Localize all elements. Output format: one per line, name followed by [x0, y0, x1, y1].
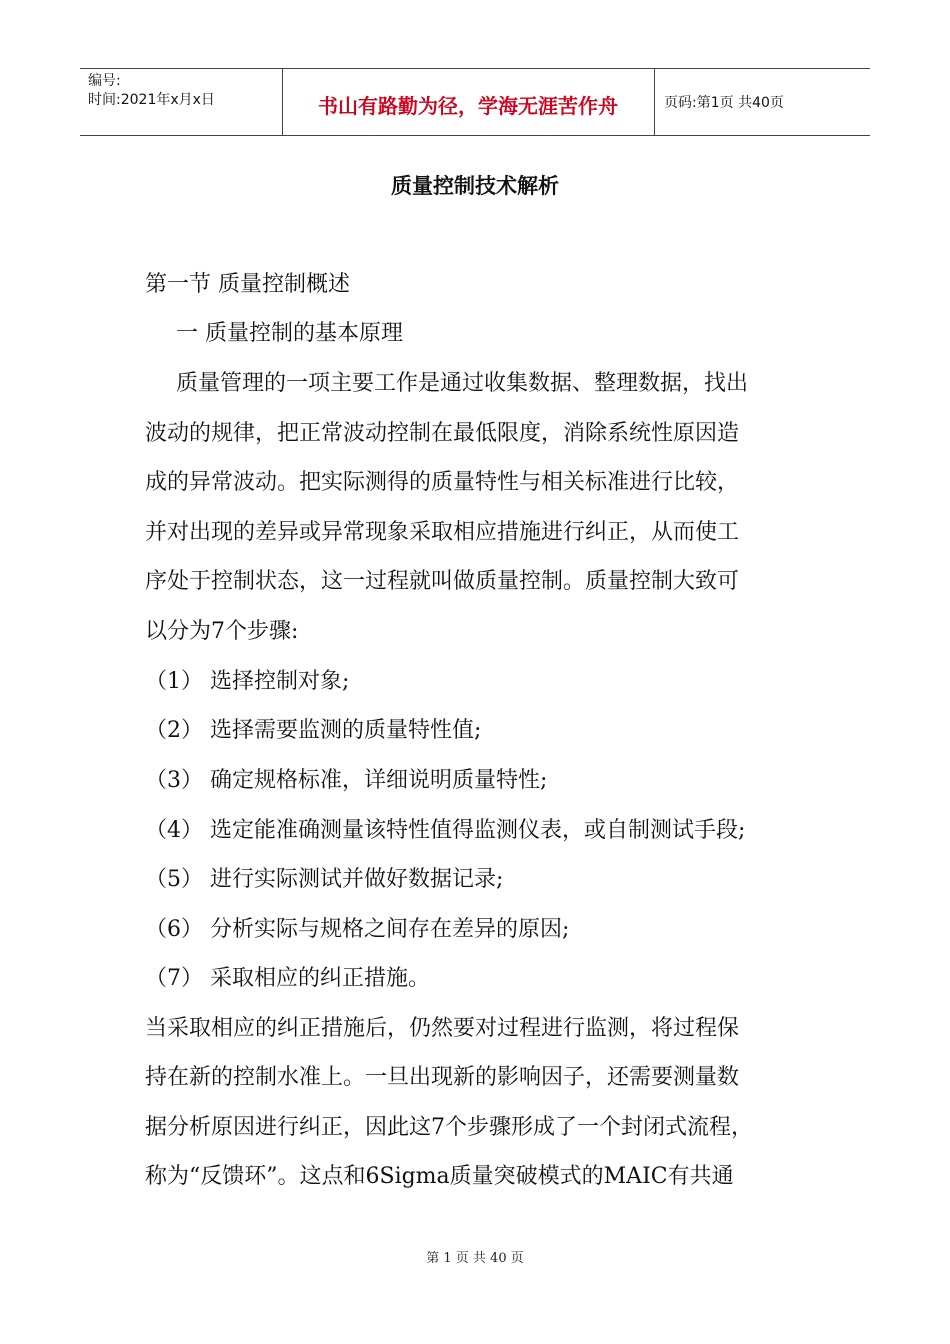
- header-number-label: 编号:: [88, 73, 121, 89]
- list-item: （3） 确定规格标准，详细说明质量特性;: [145, 768, 548, 793]
- paragraph-line: 以分为7个步骤:: [145, 619, 299, 644]
- header-time-label: 时间:2021年x月x日: [88, 92, 215, 108]
- list-item: （4） 选定能准确测量该特性值得监测仪表，或自制测试手段;: [145, 818, 746, 843]
- paragraph-line: 持在新的控制水准上。一旦出现新的影响因子，还需要测量数: [145, 1065, 740, 1090]
- header-meta: [88, 72, 215, 110]
- list-item: （2） 选择需要监测的质量特性值;: [145, 718, 482, 743]
- document-title: 质量控制技术解析: [391, 174, 559, 198]
- list-item: （6） 分析实际与规格之间存在差异的原因;: [145, 917, 570, 942]
- list-item: （5） 进行实际测试并做好数据记录;: [145, 867, 504, 892]
- header-motto: 书山有路勤为径，学海无涯苦作舟: [318, 94, 618, 118]
- page-footer: 第 1 页 共 40 页: [426, 1251, 524, 1266]
- list-item: （1） 选择控制对象;: [145, 669, 350, 694]
- paragraph-line: 成的异常波动。把实际测得的质量特性与相关标准进行比较，: [145, 470, 740, 495]
- paragraph-line: 序处于控制状态，这一过程就叫做质量控制。质量控制大致可: [145, 569, 740, 594]
- header-bottom-rule: [80, 135, 870, 136]
- header-page-info: 页码:第1页 共40页: [664, 95, 784, 111]
- paragraph-line: 称为“反馈环”。这点和6Sigma质量突破模式的MAIC有共通: [145, 1164, 734, 1189]
- list-item: （7） 采取相应的纠正措施。: [145, 966, 430, 991]
- paragraph-line: 据分析原因进行纠正，因此这7个步骤形成了一个封闭式流程，: [145, 1115, 753, 1140]
- header-divider-right: [654, 68, 655, 135]
- paragraph-line: 当采取相应的纠正措施后，仍然要对过程进行监测，将过程保: [145, 1016, 740, 1041]
- header-top-rule: [80, 68, 870, 69]
- subsection-heading: 一 质量控制的基本原理: [176, 321, 403, 346]
- section-heading: 第一节 质量控制概述: [145, 272, 350, 297]
- paragraph-line: 波动的规律，把正常波动控制在最低限度，消除系统性原因造: [145, 421, 740, 446]
- paragraph-line: 质量管理的一项主要工作是通过收集数据、整理数据，找出: [176, 371, 749, 396]
- paragraph-line: 并对出现的差异或异常现象采取相应措施进行纠正，从而使工: [145, 520, 740, 545]
